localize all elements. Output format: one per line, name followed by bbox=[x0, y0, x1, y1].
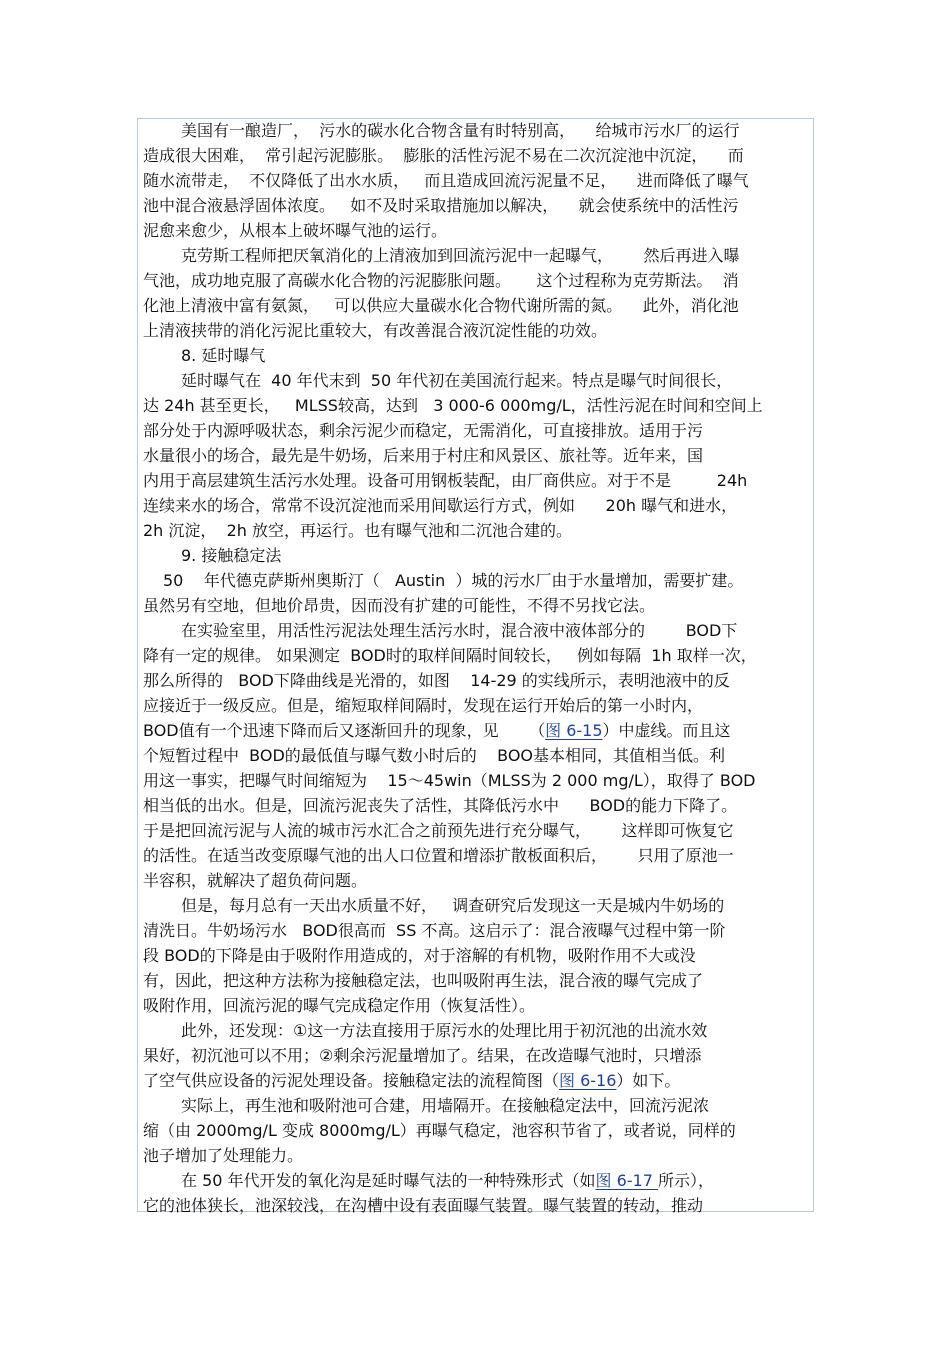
text-line: 上清液挟带的消化污泥比重较大，有改善混合液沉淀性能的功效。 bbox=[143, 321, 608, 340]
text-line: 相当低的出水。但是，回流污泥丧失了活性，其降低污水中 BOD的能力下降了。 bbox=[143, 796, 738, 815]
text-line: 那么所得的 BOD下降曲线是光滑的，如图 14-29 的实线所示，表明池液中的反 bbox=[143, 671, 730, 690]
section-heading: 8. 延时曝气 bbox=[181, 346, 266, 365]
text-line: 清洗日。牛奶场污水 BOD很高而 SS 不高。这启示了：混合液曝气过程中第一阶 bbox=[143, 921, 726, 940]
text-line: 有，因此，把这种方法称为接触稳定法，也叫吸附再生法，混合液的曝气完成了 bbox=[143, 971, 704, 990]
figure-link-6-17[interactable]: 图 6-17 bbox=[595, 1171, 659, 1190]
text-line bbox=[181, 1168, 714, 1193]
text-line: 50 年代德克萨斯州奥斯汀（ Austin ）城的污水厂由于水量增加，需要扩建。 bbox=[163, 571, 744, 590]
text-line: 气池，成功地克服了高碳水化合物的污泥膨胀问题。 这个过程称为克劳斯法。 消 bbox=[143, 271, 739, 290]
text-line: 连续来水的场合，常常不设沉淀池而采用间歇运行方式，例如 20h 曝气和进水， bbox=[143, 496, 738, 515]
text-line: 化池上清液中富有氨氮， 可以供应大量碳水化合物代谢所需的氮。 此外，消化池 bbox=[143, 296, 739, 315]
figure-link-6-16[interactable]: 图 6-16 bbox=[559, 1071, 617, 1090]
text-line: 个短暂过程中 BOD的最低值与曝气数小时后的 BOO基本相同，其值相当低。利 bbox=[143, 746, 726, 765]
text-line: 降有一定的规律。 如果测定 BOD时的取样间隔时间较长， 例如每隔 1h 取样一次， bbox=[143, 646, 757, 665]
text-line: 但是，每月总有一天出水质量不好， 调查研究后发现这一天是城内牛奶场的 bbox=[181, 896, 725, 915]
text-line: 泥愈来愈少，从根本上破坏曝气池的运行。 bbox=[143, 221, 448, 240]
text-line: 此外，还发现：①这一方法直接用于原污水的处理比用于初沉池的出流水效 bbox=[181, 1021, 708, 1040]
text-line: 美国有一酿造厂， 污水的碳水化合物含量有时特别高， 给城市污水厂的运行 bbox=[181, 121, 740, 140]
text-segment: ）中虚线。而且这 bbox=[602, 721, 731, 740]
text-line: 于是把回流污泥与人流的城市污水汇合之前预先进行充分曝气， 这样即可恢复它 bbox=[143, 821, 734, 840]
text-line bbox=[143, 718, 731, 743]
text-segment: BOD值有一个迅速下降而后又逐渐回升的现象，见 （ bbox=[143, 721, 546, 740]
figure-link-6-15[interactable]: 图 6-15 bbox=[545, 721, 603, 740]
text-line: 它的池体狭长，池深较浅，在沟槽中设有表面曝气装置。曝气装置的转动，推动 bbox=[143, 1196, 704, 1215]
text-line: 内用于高层建筑生活污水处理。设备可用钢板装配，由厂商供应。对于不是 24h bbox=[143, 471, 748, 490]
text-line: 部分处于内源呼吸状态，剩余污泥少而稳定，无需消化，可直接排放。适用于污 bbox=[143, 421, 704, 440]
text-line bbox=[143, 1068, 680, 1093]
text-line: 缩（由 2000mg/L 变成 8000mg/L）再曝气稳定，池容积节省了，或者说，同样的 bbox=[143, 1121, 736, 1140]
text-line: 半容积，就解决了超负荷问题。 bbox=[143, 871, 368, 890]
text-segment: 在 50 年代开发的氧化沟是延时曝气法的一种特殊形式（如 bbox=[181, 1171, 596, 1190]
text-line: 应接近于一级反应。但是，缩短取样间隔时，发现在运行开始后的第一小时内， bbox=[143, 696, 704, 715]
document-body bbox=[143, 118, 813, 1223]
text-line: 虽然另有空地，但地价昂贵，因而没有扩建的可能性，不得不另找它法。 bbox=[143, 596, 656, 615]
text-line: 用这一事实，把曝气时间缩短为 15～45win（MLSS为 2 000 mg/L），取得了 BOD bbox=[143, 771, 756, 790]
text-line: 达 24h 甚至更长， MLSS较高，达到 3 000-6 000mg/L，活性污泥在时间和空间上 bbox=[143, 396, 763, 415]
section-heading: 9. 接触稳定法 bbox=[181, 546, 282, 565]
text-segment: 所示）， bbox=[658, 1171, 715, 1190]
text-line: 随水流带走， 不仅降低了出水水质， 而且造成回流污泥量不足， 进而降低了曝气 bbox=[143, 171, 749, 190]
text-line: 克劳斯工程师把厌氧消化的上清液加到回流污泥中一起曝气， 然后再进入曝 bbox=[181, 246, 740, 265]
text-line: 池子增加了处理能力。 bbox=[143, 1146, 304, 1165]
text-line: 池中混合液悬浮固体浓度。 如不及时采取措施加以解决， 就会使系统中的活性污 bbox=[143, 196, 739, 215]
text-line: 2h 沉淀， 2h 放空，再运行。也有曝气池和二沉池合建的。 bbox=[143, 521, 572, 540]
text-segment: 了空气供应设备的污泥处理设备。接触稳定法的流程简图（ bbox=[143, 1071, 560, 1090]
text-line: 实际上，再生池和吸附池可合建，用墙隔开。在接触稳定法中，回流污泥浓 bbox=[181, 1096, 710, 1115]
text-line: 果好，初沉池可以不用；②剩余污泥量增加了。结果，在改造曝气池时，只增添 bbox=[143, 1046, 702, 1065]
text-line: 延时曝气在 40 年代末到 50 年代初在美国流行起来。特点是曝气时间很长， bbox=[181, 371, 733, 390]
text-line: 段 BOD的下降是由于吸附作用造成的，对于溶解的有机物，吸附作用不大或没 bbox=[143, 946, 696, 965]
text-line: 造成很大困难， 常引起污泥膨胀。 膨胀的活性污泥不易在二次沉淀池中沉淀， 而 bbox=[143, 146, 744, 165]
text-line: 在实验室里，用活性污泥法处理生活污水时，混合液中液体部分的 BOD下 bbox=[181, 621, 738, 640]
text-line: 吸附作用，回流污泥的曝气完成稳定作用（恢复活性）。 bbox=[143, 996, 536, 1015]
text-line: 的活性。在适当改变原曝气池的出人口位置和增添扩散板面积后， 只用了原池一 bbox=[143, 846, 734, 865]
text-segment: ）如下。 bbox=[616, 1071, 681, 1090]
text-line: 水量很小的场合，最先是牛奶场，后来用于村庄和风景区、旅社等。近年来，国 bbox=[143, 446, 704, 465]
